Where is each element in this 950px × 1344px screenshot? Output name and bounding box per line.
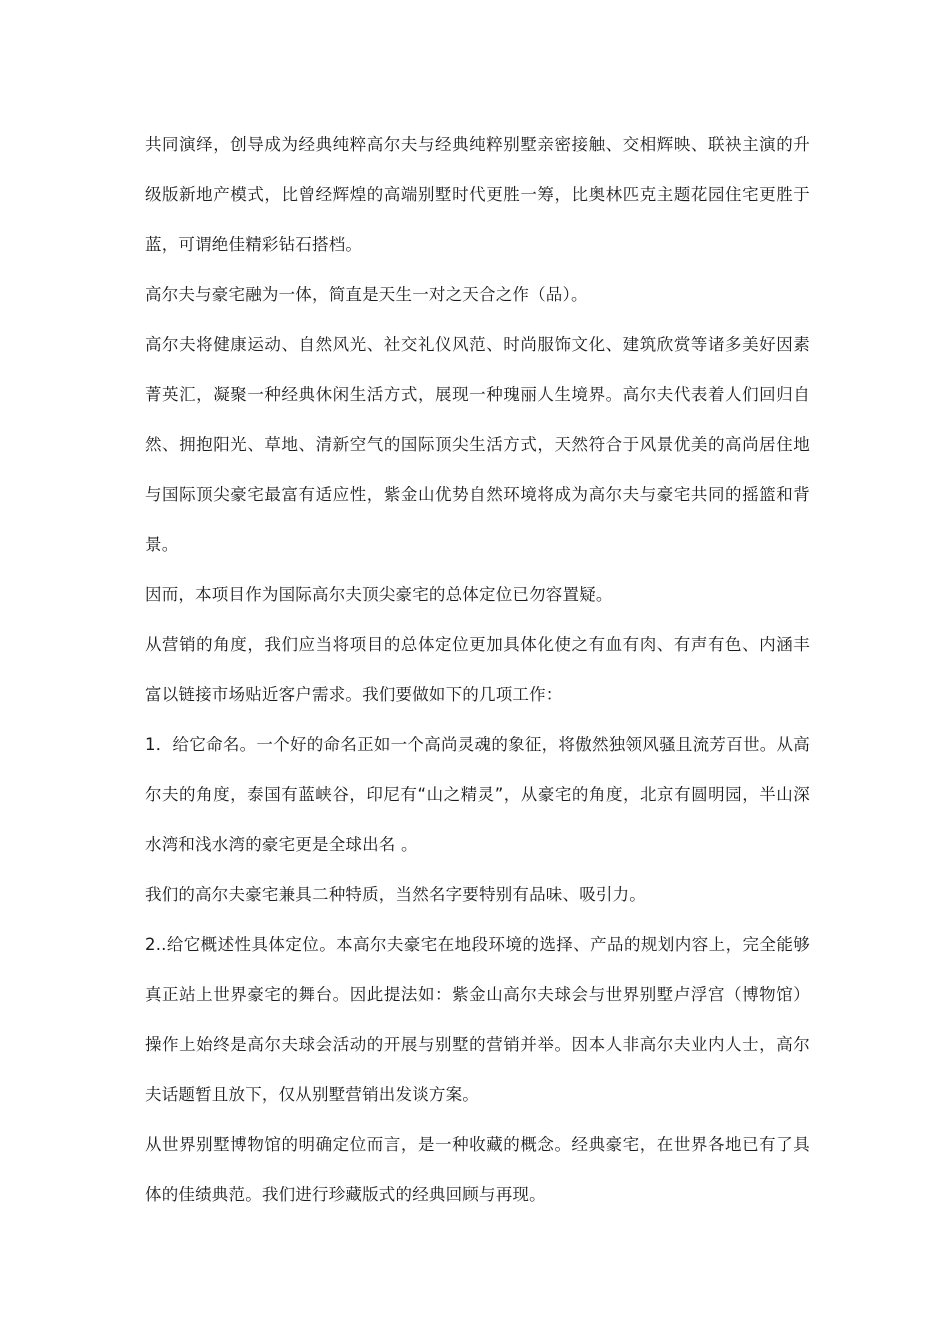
paragraph: 高尔夫与豪宅融为一体，简直是天生一对之天合之作（品）。	[145, 285, 588, 304]
paragraph: 1．给它命名。一个好的命名正如一个高尚灵魂的象征，将傲然独领风骚且流芳百世。从高尔夫的角度，泰国有蓝峡谷，印尼有“山之精灵”，从豪宅的角度，北京有圆明园，半山深水湾和浅水湾的豪宅更是全球出名 。	[145, 735, 810, 854]
paragraph: 高尔夫将健康运动、自然风光、社交礼仪风范、时尚服饰文化、建筑欣赏等诸多美好因素菁英汇，凝聚一种经典休闲生活方式，展现一种瑰丽人生境界。高尔夫代表着人们回归自然、拥抱阳光、草地、清新空气的国际顶尖生活方式，天然符合于风景优美的高尚居住地与国际顶尖豪宅最富有适应性，紫金山优势自然环境将成为高尔夫与豪宅共同的摇篮和背景。	[145, 335, 810, 554]
paragraph: 共同演绎，创导成为经典纯粹高尔夫与经典纯粹别墅亲密接触、交相辉映、联袂主演的升级版新地产模式，比曾经辉煌的高端别墅时代更胜一筹，比奥林匹克主题花园住宅更胜于蓝，可谓绝佳精彩钻石搭档。	[145, 135, 810, 254]
paragraph: 从营销的角度，我们应当将项目的总体定位更加具体化使之有血有肉、有声有色、内涵丰富以链接市场贴近客户需求。我们要做如下的几项工作：	[145, 635, 810, 704]
paragraph: 我们的高尔夫豪宅兼具二种特质，当然名字要特别有品味、吸引力。	[145, 885, 646, 904]
document-body	[145, 120, 810, 1220]
paragraph: 2..给它概述性具体定位。本高尔夫豪宅在地段环境的选择、产品的规划内容上，完全能够真正站上世界豪宅的舞台。因此提法如：紫金山高尔夫球会与世界别墅卢浮宫（博物馆）操作上始终是高尔夫球会活动的开展与别墅的营销并举。因本人非高尔夫业内人士，高尔夫话题暂且放下，仅从别墅营销出发谈方案。	[145, 935, 810, 1104]
paragraph: 从世界别墅博物馆的明确定位而言，是一种收藏的概念。经典豪宅，在世界各地已有了具体的佳绩典范。我们进行珍藏版式的经典回顾与再现。	[145, 1135, 810, 1204]
paragraph: 因而，本项目作为国际高尔夫顶尖豪宅的总体定位已勿容置疑。	[145, 585, 613, 604]
